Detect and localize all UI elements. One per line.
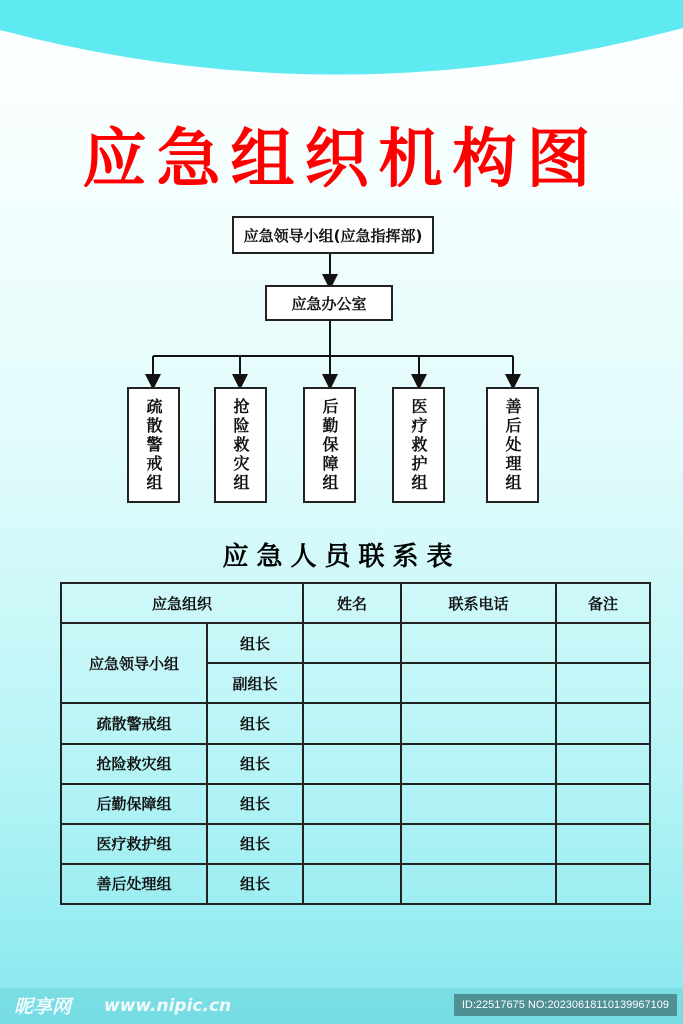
leader-group-cell: 应急领导小组 [61,623,207,703]
phone-cell[interactable] [401,784,556,824]
note-cell[interactable] [556,864,650,904]
note-cell[interactable] [556,744,650,784]
watermark-logo: 昵享网 [14,996,72,1018]
table-row [61,744,650,784]
header-name: 姓名 [303,583,401,623]
note-cell[interactable] [556,623,650,663]
name-cell[interactable] [303,824,401,864]
role-cell: 组长 [207,864,303,904]
org-group-box: 善后处理组 [486,387,539,503]
name-cell[interactable] [303,744,401,784]
table-row [61,703,650,743]
role-cell: 组长 [207,784,303,824]
group-cell: 善后处理组 [61,864,207,904]
org-group-box: 医疗救护组 [392,387,445,503]
name-cell[interactable] [303,784,401,824]
role-cell: 副组长 [207,663,303,703]
header-phone: 联系电话 [401,583,556,623]
org-group-box: 后勤保障组 [303,387,356,503]
group-cell: 抢险救灾组 [61,744,207,784]
table-row [61,784,650,824]
role-cell: 组长 [207,744,303,784]
header-note: 备注 [556,583,650,623]
note-cell[interactable] [556,784,650,824]
role-cell: 组长 [207,623,303,663]
table-header-row [61,583,650,623]
org-top-box: 应急领导小组(应急指挥部) [232,216,434,254]
watermark-id: ID:22517675 NO:20230618110139967109 [454,994,677,1016]
phone-cell[interactable] [401,703,556,743]
phone-cell[interactable] [401,864,556,904]
table-row [61,623,650,663]
name-cell[interactable] [303,623,401,663]
org-group-box: 疏散警戒组 [127,387,180,503]
note-cell[interactable] [556,663,650,703]
table-row [61,864,650,904]
name-cell[interactable] [303,703,401,743]
name-cell[interactable] [303,663,401,703]
group-cell: 医疗救护组 [61,824,207,864]
name-cell[interactable] [303,864,401,904]
phone-cell[interactable] [401,623,556,663]
org-group-box: 抢险救灾组 [214,387,267,503]
role-cell: 组长 [207,703,303,743]
table-row [61,824,650,864]
note-cell[interactable] [556,703,650,743]
role-cell: 组长 [207,824,303,864]
note-cell[interactable] [556,824,650,864]
contact-table [60,582,651,905]
header-org: 应急组织 [61,583,303,623]
contact-table-title: 应急人员联系表 [222,542,461,572]
phone-cell[interactable] [401,663,556,703]
group-cell: 后勤保障组 [61,784,207,824]
page-title: 应急组织机构图 [82,123,601,197]
phone-cell[interactable] [401,744,556,784]
watermark-url: www.nipic.cn [104,996,232,1016]
group-cell: 疏散警戒组 [61,703,207,743]
phone-cell[interactable] [401,824,556,864]
org-office-box: 应急办公室 [265,285,393,321]
